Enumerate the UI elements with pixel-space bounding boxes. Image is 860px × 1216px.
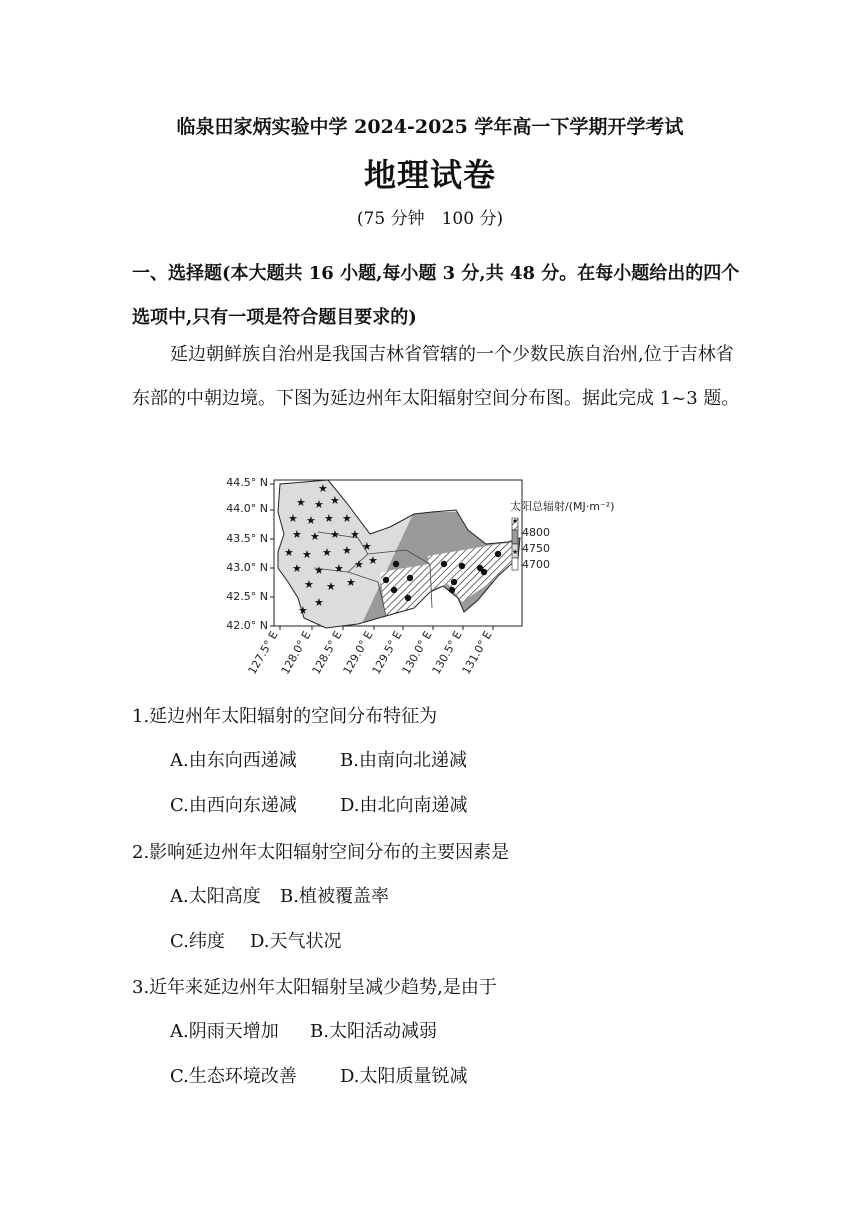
svg-text:★: ★ (330, 528, 340, 541)
subject-title: 地理试卷 (363, 156, 496, 194)
option-b[interactable]: B.太阳活动减弱 (310, 1021, 437, 1042)
lat-label: 44.0° N (226, 502, 268, 515)
svg-text:★: ★ (330, 494, 340, 507)
svg-text:★: ★ (342, 544, 352, 557)
svg-text:★: ★ (296, 496, 306, 509)
question-1-stem: 1.延边州年太阳辐射的空间分布特征为 (132, 706, 438, 727)
svg-text:★: ★ (362, 540, 372, 553)
svg-text:★: ★ (342, 512, 352, 525)
svg-text:★: ★ (322, 546, 332, 559)
option-b[interactable]: B.由南向北递减 (340, 750, 467, 771)
svg-text:★: ★ (326, 580, 336, 593)
svg-text:★: ★ (354, 558, 364, 571)
svg-text:★: ★ (288, 512, 298, 525)
reading-passage: 延边朝鲜族自治州是我国吉林省管辖的一个少数民族自治州,位于吉林省东部的中朝边境。下图为延边州年太阳辐射空间分布图。据此完成 1~3 题。 (132, 344, 740, 409)
option-a[interactable]: A.太阳高度 (170, 886, 261, 907)
svg-text:★: ★ (314, 564, 324, 577)
lon-label: 128.5° E (309, 629, 345, 677)
section-heading: 一、选择题(本大题共 16 小题,每小题 3 分,共 48 分。在每小题给出的四个选项中,只有一项是符合题目要求的) (132, 263, 740, 328)
time-and-score: (75 分钟 100 分) (356, 209, 504, 229)
question-1-options-row-1 (170, 746, 467, 772)
lon-label: 129.5° E (369, 629, 405, 677)
question-2-options-row-1 (170, 882, 389, 908)
option-b[interactable]: B.植被覆盖率 (280, 886, 389, 907)
svg-text:★: ★ (368, 554, 378, 567)
svg-text:★: ★ (346, 576, 356, 589)
legend-value: 4750 (522, 542, 550, 555)
question-3-options-row-1 (170, 1017, 437, 1043)
svg-text:★: ★ (324, 512, 334, 525)
lat-label: 44.5° N (226, 476, 268, 489)
school-exam-title: 临泉田家炳实验中学 2024-2025 学年高一下学期开学考试 (176, 116, 684, 138)
svg-text:★: ★ (292, 562, 302, 575)
lon-label: 128.0° E (278, 629, 314, 677)
svg-text:★: ★ (298, 604, 308, 617)
legend-value: 4700 (522, 558, 550, 571)
lon-label: 130.5° E (429, 629, 465, 677)
option-c[interactable]: C.生态环境改善 (170, 1066, 297, 1087)
legend-value: 4800 (522, 526, 550, 539)
option-d[interactable]: D.由北向南递减 (340, 795, 468, 816)
question-3-stem: 3.近年来延边州年太阳辐射呈减少趋势,是由于 (132, 977, 497, 998)
legend-title: 太阳总辐射/(MJ·m⁻²) (510, 500, 615, 513)
question-2-options-row-2 (170, 927, 342, 953)
lat-label: 43.5° N (226, 532, 268, 545)
svg-text:★: ★ (350, 528, 360, 541)
svg-text:★: ★ (334, 562, 344, 575)
option-c[interactable]: C.纬度 (170, 931, 225, 952)
lon-label: 131.0° E (459, 629, 495, 677)
option-c[interactable]: C.由西向东递减 (170, 795, 297, 816)
svg-text:★: ★ (512, 548, 519, 556)
solar-radiation-map (218, 472, 638, 692)
svg-text:★: ★ (292, 528, 302, 541)
lon-label: 130.0° E (399, 629, 435, 677)
svg-text:★: ★ (314, 498, 324, 511)
lon-label: 127.5° E (245, 629, 281, 677)
legend-bar (512, 518, 518, 570)
lat-label: 43.0° N (226, 561, 268, 574)
svg-text:★: ★ (310, 530, 320, 543)
option-d[interactable]: D.太阳质量锐减 (340, 1066, 468, 1087)
question-2-stem: 2.影响延边州年太阳辐射空间分布的主要因素是 (132, 842, 510, 863)
question-1-options-row-2 (170, 791, 468, 817)
question-3-options-row-2 (170, 1062, 468, 1088)
svg-text:★: ★ (284, 546, 294, 559)
option-a[interactable]: A.阴雨天增加 (170, 1021, 279, 1042)
option-d[interactable]: D.天气状况 (250, 931, 342, 952)
lat-label: 42.5° N (226, 590, 268, 603)
lon-label: 129.0° E (340, 629, 376, 677)
svg-text:★: ★ (314, 596, 324, 609)
svg-text:★: ★ (306, 514, 316, 527)
option-a[interactable]: A.由东向西递减 (170, 750, 297, 771)
svg-text:★: ★ (304, 578, 314, 591)
svg-text:★: ★ (302, 548, 312, 561)
lat-label: 42.0° N (226, 619, 268, 632)
svg-text:★: ★ (318, 482, 328, 495)
